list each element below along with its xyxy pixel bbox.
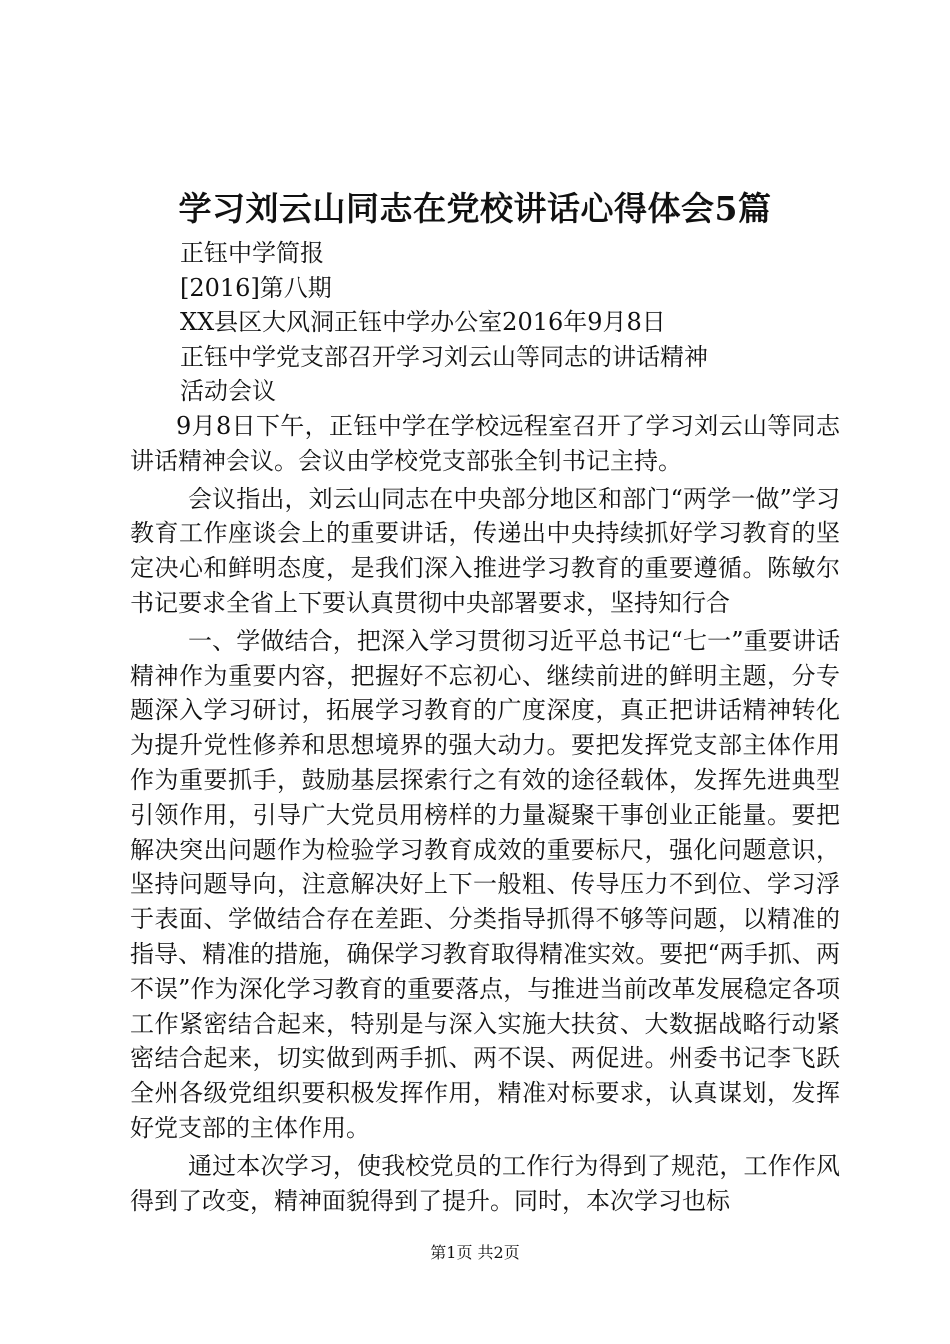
paragraph-meeting-intro: 9月8日下午，正钰中学在学校远程室召开了学习刘云山等同志讲话精神会议。会议由学校党支部张全钊书记主持。 [130,412,840,475]
bulletin-name: 正钰中学简报 [180,239,324,267]
document-title: 学习刘云山同志在党校讲话心得体会5篇 [178,189,772,228]
bulletin-header [180,236,820,409]
paragraph-section-one: 一、学做结合，把深入学习贯彻习近平总书记“七一”重要讲话精神作为重要内容，把握好不忘初心、继续前进的鲜明主题，分专题深入学习研讨，拓展学习教育的广度深度，真正把讲话精神转化为提升党性修养和思想境界的强大动力。要把发挥党支部主体作用作为重要抓手，鼓励基层探索行之有效的途径载体，发挥先进典型引领作用，引导广大党员用榜样的力量凝聚干事创业正能量。要把解决突出问题作为检验学习教育成效的重要标尺，强化问题意识，坚持问题导向，注意解决好上下一般粗、传导压力不到位、学习浮于表面、学做结合存在差距、分类指导抓得不够等问题，以精准的指导、精准的措施，确保学习教育取得精准实效。要把“两手抓、两不误”作为深化学习教育的重要落点，与推进当前改革发展稳定各项工作紧密结合起来，特别是与深入实施大扶贫、大数据战略行动紧密结合起来，切实做到两手抓、两不误、两促进。州委书记李飞跃全州各级党组织要积极发挥作用，精准对标要求，认真谋划，发挥好党支部的主体作用。 [130,626,840,1142]
bulletin-headline: 正钰中学党支部召开学习刘云山等同志的讲话精神 [180,342,708,371]
paragraph-outcome: 通过本次学习，使我校党员的工作行为得到了规范，工作作风得到了改变，精神面貌得到了提升。同时，本次学习也标 [130,1151,840,1215]
bulletin-headline-cont: 活动会议 [180,377,276,406]
page-footer: 第1页 共2页 [430,1243,520,1262]
document-body [130,409,840,1221]
bulletin-issuer-date: XX县区大风洞正钰中学办公室2016年9月8日 [180,308,666,337]
bulletin-issue: [2016]第八期 [180,273,332,302]
paragraph-meeting-points: 会议指出，刘云山同志在中央部分地区和部门“两学一做”学习教育工作座谈会上的重要讲话，传递出中央持续抓好学习教育的坚定决心和鲜明态度，是我们深入推进学习教育的重要遵循。陈敏尔书记要求全省上下要认真贯彻中央部署要求，坚持知行合 [130,484,840,617]
